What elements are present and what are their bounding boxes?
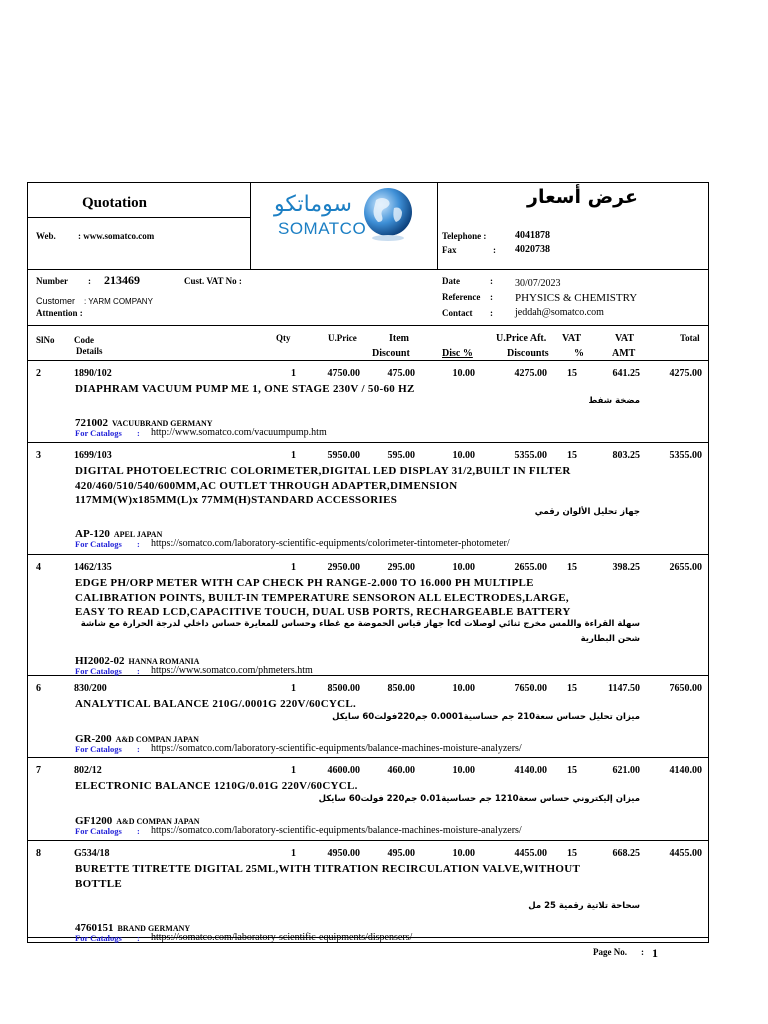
row-item-discount: 850.00	[387, 683, 415, 694]
row-qty: 1	[291, 848, 296, 859]
header-divider-right	[437, 183, 438, 269]
row-model: HI2002-02	[75, 654, 125, 667]
col-disc-pct: Disc %	[442, 348, 473, 359]
col-qty: Qty	[276, 333, 291, 343]
contact-value[interactable]: jeddah@somatco.com	[515, 307, 604, 318]
col-details: Details	[76, 346, 103, 356]
col-code: Code	[74, 335, 94, 345]
row-arabic-description: سحاحة تلاتية رقمية 25 مل	[528, 901, 640, 911]
row-item-discount: 495.00	[387, 848, 415, 859]
row-vat: 15	[567, 848, 577, 859]
row-catalog-label: For Catalogs	[75, 428, 122, 438]
row-slno: 4	[36, 562, 41, 573]
row-item-discount: 595.00	[387, 450, 415, 461]
row-catalog-colon: :	[137, 665, 140, 676]
row-vat-amt: 621.00	[612, 765, 640, 776]
row-code: 830/200	[74, 683, 107, 694]
number-colon: :	[88, 276, 91, 286]
row-uprice-aft: 2655.00	[514, 562, 547, 573]
row-model: AP-120	[75, 527, 110, 540]
row-brand: HANNA ROMANIA	[128, 656, 200, 666]
row-disc-pct: 10.00	[452, 683, 475, 694]
row-model: 4760151	[75, 922, 114, 934]
fax-value: 4020738	[515, 244, 550, 255]
header-divider-left	[250, 183, 251, 269]
row-vat-amt: 1147.50	[608, 683, 640, 694]
customer-value: : YARM COMPANY	[84, 297, 153, 306]
row-disc-pct: 10.00	[452, 450, 475, 461]
row-total: 4275.00	[669, 368, 702, 379]
row-catalog-label: For Catalogs	[75, 665, 122, 676]
row-description: DIGITAL PHOTOELECTRIC COLORIMETER,DIGITAL LED DISPLAY 31/2,BUILT IN FILTER	[75, 465, 571, 477]
row-vat: 15	[567, 765, 577, 776]
contact-label: Contact	[442, 308, 473, 318]
row-uprice-aft: 4140.00	[514, 765, 547, 776]
row-catalog-link[interactable]: https://www.somatco.com/phmeters.htm	[151, 664, 313, 676]
row-total: 4140.00	[669, 765, 702, 776]
row-uprice: 8500.00	[327, 683, 360, 694]
row-vat: 15	[567, 562, 577, 573]
telephone-value: 4041878	[515, 230, 550, 241]
page-label: Page No.	[593, 947, 627, 957]
row-uprice: 2950.00	[327, 562, 360, 573]
col-discounts: Discounts	[507, 348, 549, 359]
row-vat-amt: 641.25	[612, 368, 640, 379]
logo-arabic-text: سوماتكو	[274, 192, 352, 217]
row-catalog-colon: :	[137, 933, 140, 943]
web-label: Web.	[36, 231, 56, 241]
row-catalog-link[interactable]: https://somatco.com/laboratory-scientific-equipments/dispensers/	[151, 932, 413, 943]
logo-english-text: SOMATCO	[278, 219, 367, 238]
contact-colon: :	[490, 308, 493, 318]
row-description: DIAPHRAM VACUUM PUMP ME 1, ONE STAGE 230V / 50-60 HZ	[75, 383, 415, 395]
row-uprice: 5950.00	[327, 450, 360, 461]
row-vat: 15	[567, 450, 577, 461]
row-item-discount: 295.00	[387, 562, 415, 573]
col-uprice: U.Price	[328, 333, 357, 343]
col-slno: SlNo	[36, 335, 55, 345]
row-disc-pct: 10.00	[452, 848, 475, 859]
row-uprice-aft: 4455.00	[514, 848, 547, 859]
row-slno: 2	[36, 368, 41, 379]
date-label: Date	[442, 276, 460, 286]
row-uprice: 4950.00	[327, 848, 360, 859]
row-uprice-aft: 7650.00	[514, 683, 547, 694]
fax-colon: :	[493, 245, 496, 255]
row-catalog-label: For Catalogs	[75, 538, 122, 549]
attention-label: Attnention :	[36, 308, 83, 318]
row-item-discount: 475.00	[387, 368, 415, 379]
row-brand: BRAND GERMANY	[117, 924, 191, 933]
row-vat-amt: 398.25	[612, 562, 640, 573]
row-arabic-description: مضخة شفط	[588, 396, 640, 406]
row-description: CALIBRATION POINTS, BUILT-IN TEMPERATURE SENSORON ALL ELECTRODES,LARGE,	[75, 591, 569, 604]
row-brand: A&D COMPAN JAPAN	[116, 817, 200, 826]
row-divider-2	[28, 554, 708, 555]
row-code: 802/12	[74, 765, 102, 776]
reference-value: PHYSICS & CHEMISTRY	[515, 292, 638, 304]
page-number: 1	[652, 946, 658, 960]
globe-icon	[362, 186, 414, 242]
page-colon: :	[641, 947, 644, 957]
row-catalog-link[interactable]: https://somatco.com/laboratory-scientific-equipments/colorimeter-tintometer-photometer/	[151, 537, 510, 549]
row-divider-5	[28, 840, 708, 841]
row-qty: 1	[291, 562, 296, 573]
row-vat: 15	[567, 368, 577, 379]
number-label: Number	[36, 276, 68, 286]
date-colon: :	[490, 276, 493, 286]
row-catalog-colon: :	[137, 826, 140, 836]
col-uprice-aft: U.Price Aft.	[496, 333, 547, 344]
row-total: 4455.00	[669, 848, 702, 859]
row-model: GF1200	[75, 815, 113, 827]
row-item-discount: 460.00	[387, 765, 415, 776]
row-code: 1890/102	[74, 368, 112, 379]
row-description: 117MM(W)x185MM(L)x 77MM(H)STANDARD ACCESSORIES	[75, 494, 398, 506]
row-uprice: 4600.00	[327, 765, 360, 776]
row-qty: 1	[291, 765, 296, 776]
col-discount: Discount	[372, 348, 410, 359]
cust-vat-label: Cust. VAT No :	[184, 276, 242, 286]
number-value: 213469	[104, 273, 140, 287]
row-arabic-description: ميزان تحليل حساس سعة210 جم حساسية0.0001 جم220فولت60 سايكل	[332, 712, 640, 722]
row-qty: 1	[291, 683, 296, 694]
row-brand: VACUUBRAND GERMANY	[112, 419, 213, 428]
telephone-label: Telephone :	[442, 231, 487, 241]
row-description: ELECTRONIC BALANCE 1210G/0.01G 220V/60CYCL.	[75, 780, 358, 792]
row-vat: 15	[567, 683, 577, 694]
reference-colon: :	[490, 292, 493, 302]
row-model: GR-200	[75, 733, 112, 745]
col-total: Total	[680, 333, 700, 343]
info-bottom-line	[28, 325, 708, 326]
row-code: 1699/103	[74, 450, 112, 461]
row-qty: 1	[291, 450, 296, 461]
col-vat-pct: %	[574, 348, 584, 359]
col-item: Item	[389, 333, 409, 344]
row-catalog-label: For Catalogs	[75, 826, 122, 836]
row-slno: 7	[36, 765, 41, 776]
row-total: 7650.00	[669, 683, 702, 694]
row-brand: APEL JAPAN	[113, 529, 163, 539]
row-catalog-link[interactable]: http://www.somatco.com/vacuumpump.htm	[151, 427, 327, 438]
row-uprice: 4750.00	[327, 368, 360, 379]
fax-label: Fax	[442, 245, 457, 255]
col-vat-amt: AMT	[612, 348, 636, 359]
customer-label: Customer	[36, 296, 76, 306]
row-catalog-label: For Catalogs	[75, 933, 122, 943]
row-description: EDGE PH/ORP METER WITH CAP CHECK PH RANGE-2.000 TO 16.000 PH MULTIPLE	[75, 577, 534, 589]
row-code: G534/18	[74, 848, 110, 859]
col-vat: VAT	[562, 333, 582, 344]
row-model: 721002	[75, 417, 108, 429]
row-uprice-aft: 4275.00	[514, 368, 547, 379]
row-catalog-label: For Catalogs	[75, 744, 122, 754]
row-catalog-link[interactable]: https://somatco.com/laboratory-scientific-equipments/balance-machines-moisture-analyzers/	[151, 743, 522, 754]
row-slno: 6	[36, 683, 41, 694]
date-value: 30/07/2023	[515, 278, 561, 289]
row-description: BURETTE TITRETTE DIGITAL 25ML,WITH TITRATION RECIRCULATION VALVE,WITHOUT	[75, 863, 581, 875]
reference-label: Reference	[442, 292, 481, 302]
row-catalog-link[interactable]: https://somatco.com/laboratory-scientific-equipments/balance-machines-moisture-analyzers/	[151, 825, 522, 836]
col-vat-amt-top: VAT	[615, 333, 635, 344]
row-vat-amt: 668.25	[612, 848, 640, 859]
row-divider-4	[28, 757, 708, 758]
row-catalog-colon: :	[137, 744, 140, 754]
row-description: 420/460/510/540/600MM,AC OUTLET THROUGH ADAPTER,DIMENSION	[75, 479, 458, 492]
row-total: 5355.00	[669, 450, 702, 461]
row-vat-amt: 803.25	[612, 450, 640, 461]
header-bottom-line	[28, 269, 708, 270]
row-divider-1	[28, 442, 708, 443]
row-slno: 3	[36, 450, 41, 461]
row-arabic-description: ميزان إليكتروني حساس سعة1210 جم حساسية0.01 جم220 فولت60 سايكل	[318, 794, 640, 804]
columns-bottom-line	[28, 360, 708, 361]
row-disc-pct: 10.00	[452, 765, 475, 776]
row-arabic-description: سهلة القراءة واللمس مخرج ثنائي لوصلات lcd جهاز قياس الحموضة مع غطاء وحساس للمعايرة حساس داخلي لدرجة الحرارة مع شاشة	[80, 618, 640, 629]
row-divider-3	[28, 675, 708, 676]
title-underline-left	[28, 217, 250, 218]
row-qty: 1	[291, 368, 296, 379]
row-description: ANALYTICAL BALANCE 210G/.0001G 220V/60CYCL.	[75, 698, 357, 710]
row-arabic-description-2: شحن البطارية	[580, 633, 640, 644]
row-uprice-aft: 5355.00	[514, 450, 547, 461]
row-catalog-colon: :	[137, 428, 140, 438]
row-total: 2655.00	[669, 562, 702, 573]
web-value[interactable]: : www.somatco.com	[78, 231, 155, 241]
row-arabic-description: جهاز تحليل الألوان رقمي	[534, 506, 640, 517]
row-slno: 8	[36, 848, 41, 859]
row-code: 1462/135	[74, 562, 112, 573]
company-logo	[274, 192, 414, 242]
row-description: BOTTLE	[75, 877, 123, 890]
row-catalog-colon: :	[137, 538, 140, 549]
row-disc-pct: 10.00	[452, 562, 475, 573]
row-brand: A&D COMPAN JAPAN	[115, 735, 199, 744]
quotation-title: Quotation	[82, 195, 148, 211]
row-disc-pct: 10.00	[452, 368, 475, 379]
row-description: EASY TO READ LCD,CAPACITIVE TOUCH, DUAL USB PORTS, RECHARGEABLE BATTERY	[75, 606, 571, 618]
quotation-title-arabic: عرض أسعار	[527, 186, 638, 208]
